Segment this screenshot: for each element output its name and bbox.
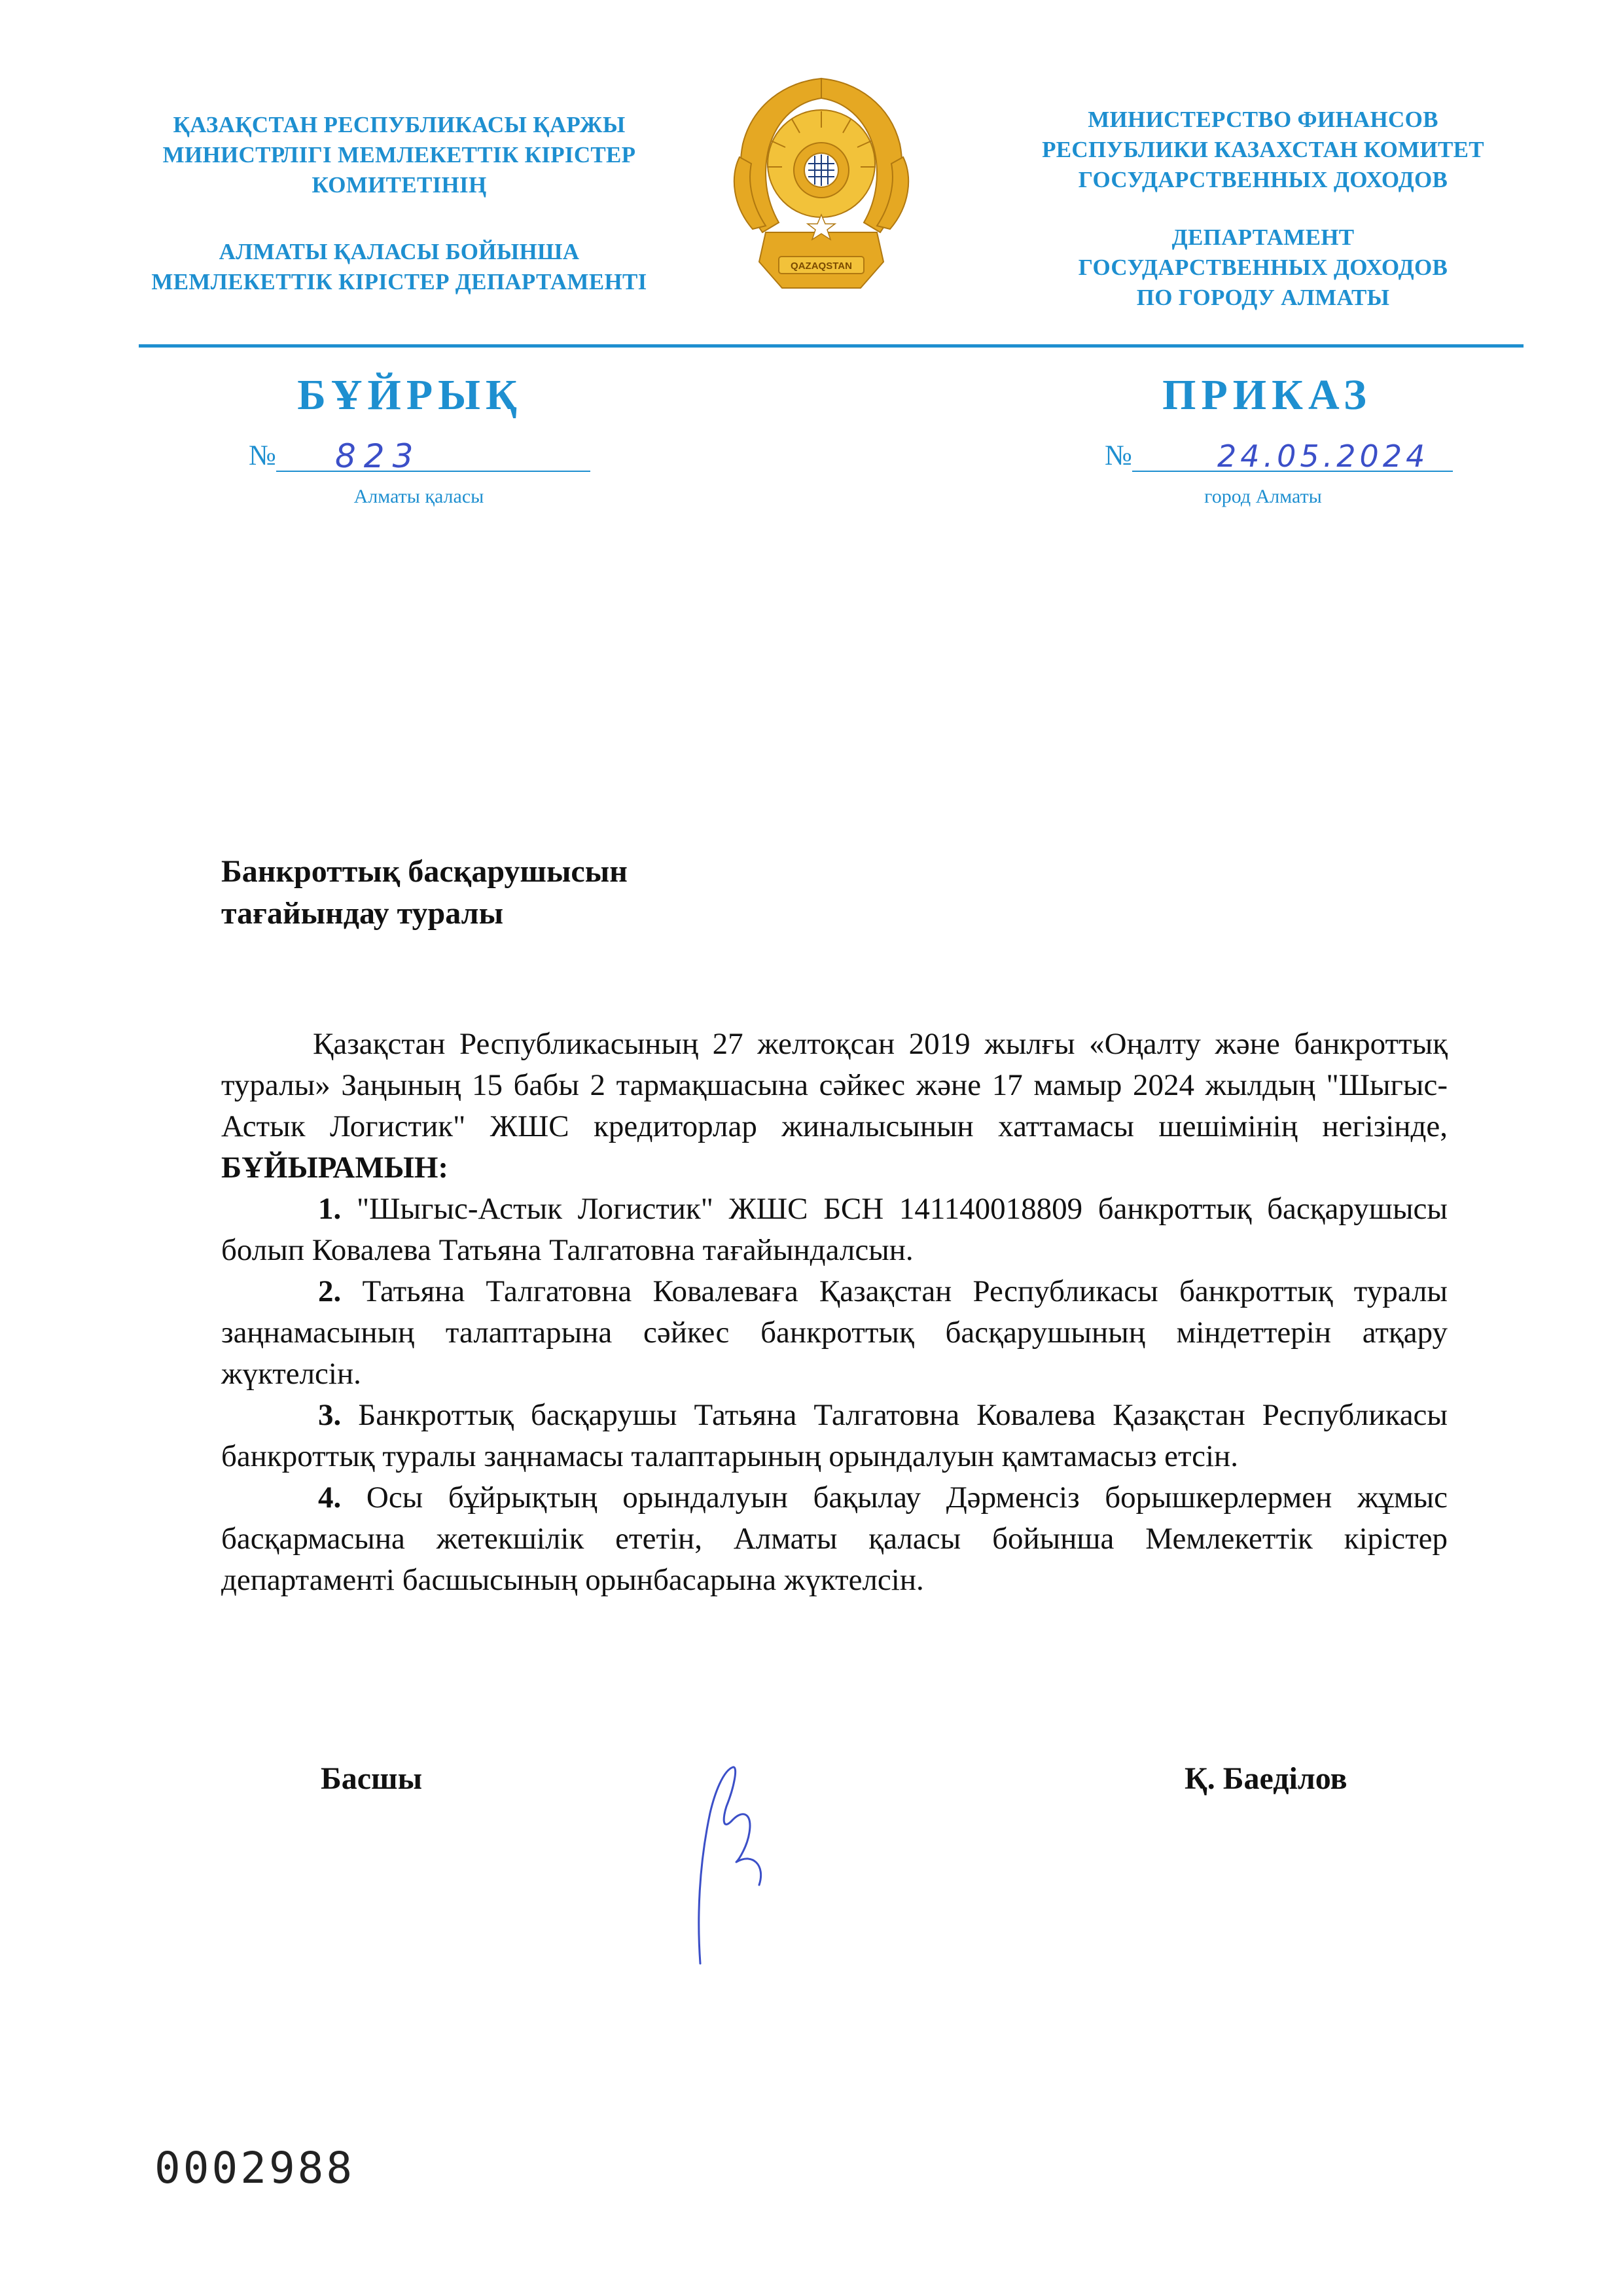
order-number-row — [249, 437, 590, 475]
order-body — [221, 1024, 1448, 1601]
header-ru-department — [969, 223, 1558, 313]
preamble-paragraph — [221, 1024, 1448, 1189]
header-kz-dept-line: МЕМЛЕКЕТТІК КІРІСТЕР ДЕПАРТАМЕНТІ — [151, 269, 647, 295]
header-kz-organization — [105, 110, 694, 200]
header-kz-org-line: ҚАЗАҚСТАН РЕСПУБЛИКАСЫ ҚАРЖЫ — [173, 112, 626, 137]
header-ru-dept-line: ГОСУДАРСТВЕННЫХ ДОХОДОВ — [1078, 255, 1448, 280]
order-item — [221, 1189, 1448, 1271]
header-kz-department — [105, 237, 694, 297]
header-ru-org-line: МИНИСТЕРСТВО ФИНАНСОВ — [1088, 107, 1438, 132]
header-ru-organization — [969, 105, 1558, 195]
header-ru-dept-line: ПО ГОРОДУ АЛМАТЫ — [1136, 285, 1390, 310]
header-ru-org-line: РЕСПУБЛИКИ КАЗАХСТАН КОМИТЕТ — [1042, 137, 1484, 162]
item-number: 2. — [318, 1274, 342, 1308]
header-kz-org-line: КОМИТЕТІНІҢ — [312, 172, 487, 198]
signatory-name: Қ. Баеділов — [1185, 1761, 1347, 1796]
order-item — [221, 1395, 1448, 1477]
item-number: 4. — [318, 1480, 342, 1515]
handwritten-signature — [661, 1754, 805, 1970]
order-title-ru: ПРИКАЗ — [1162, 371, 1372, 419]
header-ru-dept-line: ДЕПАРТАМЕНТ — [1171, 224, 1355, 250]
item-text: Осы бұйрықтың орындалуын бақылау Дәрменсіз борышкерлермен жұмыс басқармасына жетекшілік ететін, Алматы қаласы бойынша Мемлекеттік кірістер департаменті басшысының орынбасарына жүктелсін. — [221, 1480, 1448, 1597]
signatory-title: Басшы — [321, 1761, 423, 1796]
header-ru-org-line: ГОСУДАРСТВЕННЫХ ДОХОДОВ — [1078, 167, 1448, 192]
item-number: 1. — [318, 1192, 342, 1226]
registration-number: 0002988 — [154, 2143, 355, 2193]
order-title-kz: БҰЙРЫҚ — [297, 371, 522, 419]
kazakhstan-state-emblem-icon — [726, 65, 916, 308]
header-divider — [139, 344, 1524, 348]
item-number: 3. — [318, 1398, 342, 1432]
item-text: Банкроттық басқарушы Татьяна Талгатовна Ковалева Қазақстан Республикасы банкроттық туралы заңнамасы талаптарының орындалуын қамтамасыз етсін. — [221, 1398, 1448, 1473]
order-item — [221, 1271, 1448, 1395]
city-kz: Алматы қаласы — [353, 486, 484, 507]
number-sign: № — [1105, 439, 1132, 471]
order-item — [221, 1477, 1448, 1601]
city-ru: город Алматы — [1204, 486, 1322, 507]
order-date: 24.05.2024 — [1132, 439, 1453, 472]
header-kz-org-line: МИНИСТРЛІГІ МЕМЛЕКЕТТІК КІРІСТЕР — [162, 142, 636, 168]
preamble-text: Қазақстан Республикасының 27 желтоқсан 2019 жылғы «Оңалту және банкроттық туралы» Заңының 15 бабы 2 тармақшасына сәйкес және 17 мамыр 2024 жылдың "Шыгыс-Астык Логистик" ЖШС кредиторлар жиналысынын хаттамасы шешімінің негізінде, — [221, 1027, 1448, 1143]
emblem-ribbon-text: QAZAQSTAN — [791, 260, 852, 272]
order-subject — [221, 851, 628, 935]
order-date-row — [1105, 439, 1453, 472]
number-sign: № — [249, 439, 276, 471]
subject-line: тағайындау туралы — [221, 896, 504, 931]
item-text: Татьяна Талгатовна Ковалеваға Қазақстан Республикасы банкроттық туралы заңнамасының талаптарына сәйкес банкроттық басқарушының міндеттерін атқару жүктелсін. — [221, 1274, 1448, 1391]
subject-line: Банкроттық басқарушысын — [221, 854, 628, 889]
header-kz-dept-line: АЛМАТЫ ҚАЛАСЫ БОЙЫНША — [219, 239, 580, 264]
order-word: БҰЙЫРАМЫН: — [221, 1151, 449, 1185]
order-number: 823 — [276, 439, 590, 472]
item-text: "Шыгыс-Астык Логистик" ЖШС БСН 141140018809 банкроттық басқарушысы болып Ковалева Татьяна Талгатовна тағайындалсын. — [221, 1192, 1448, 1267]
